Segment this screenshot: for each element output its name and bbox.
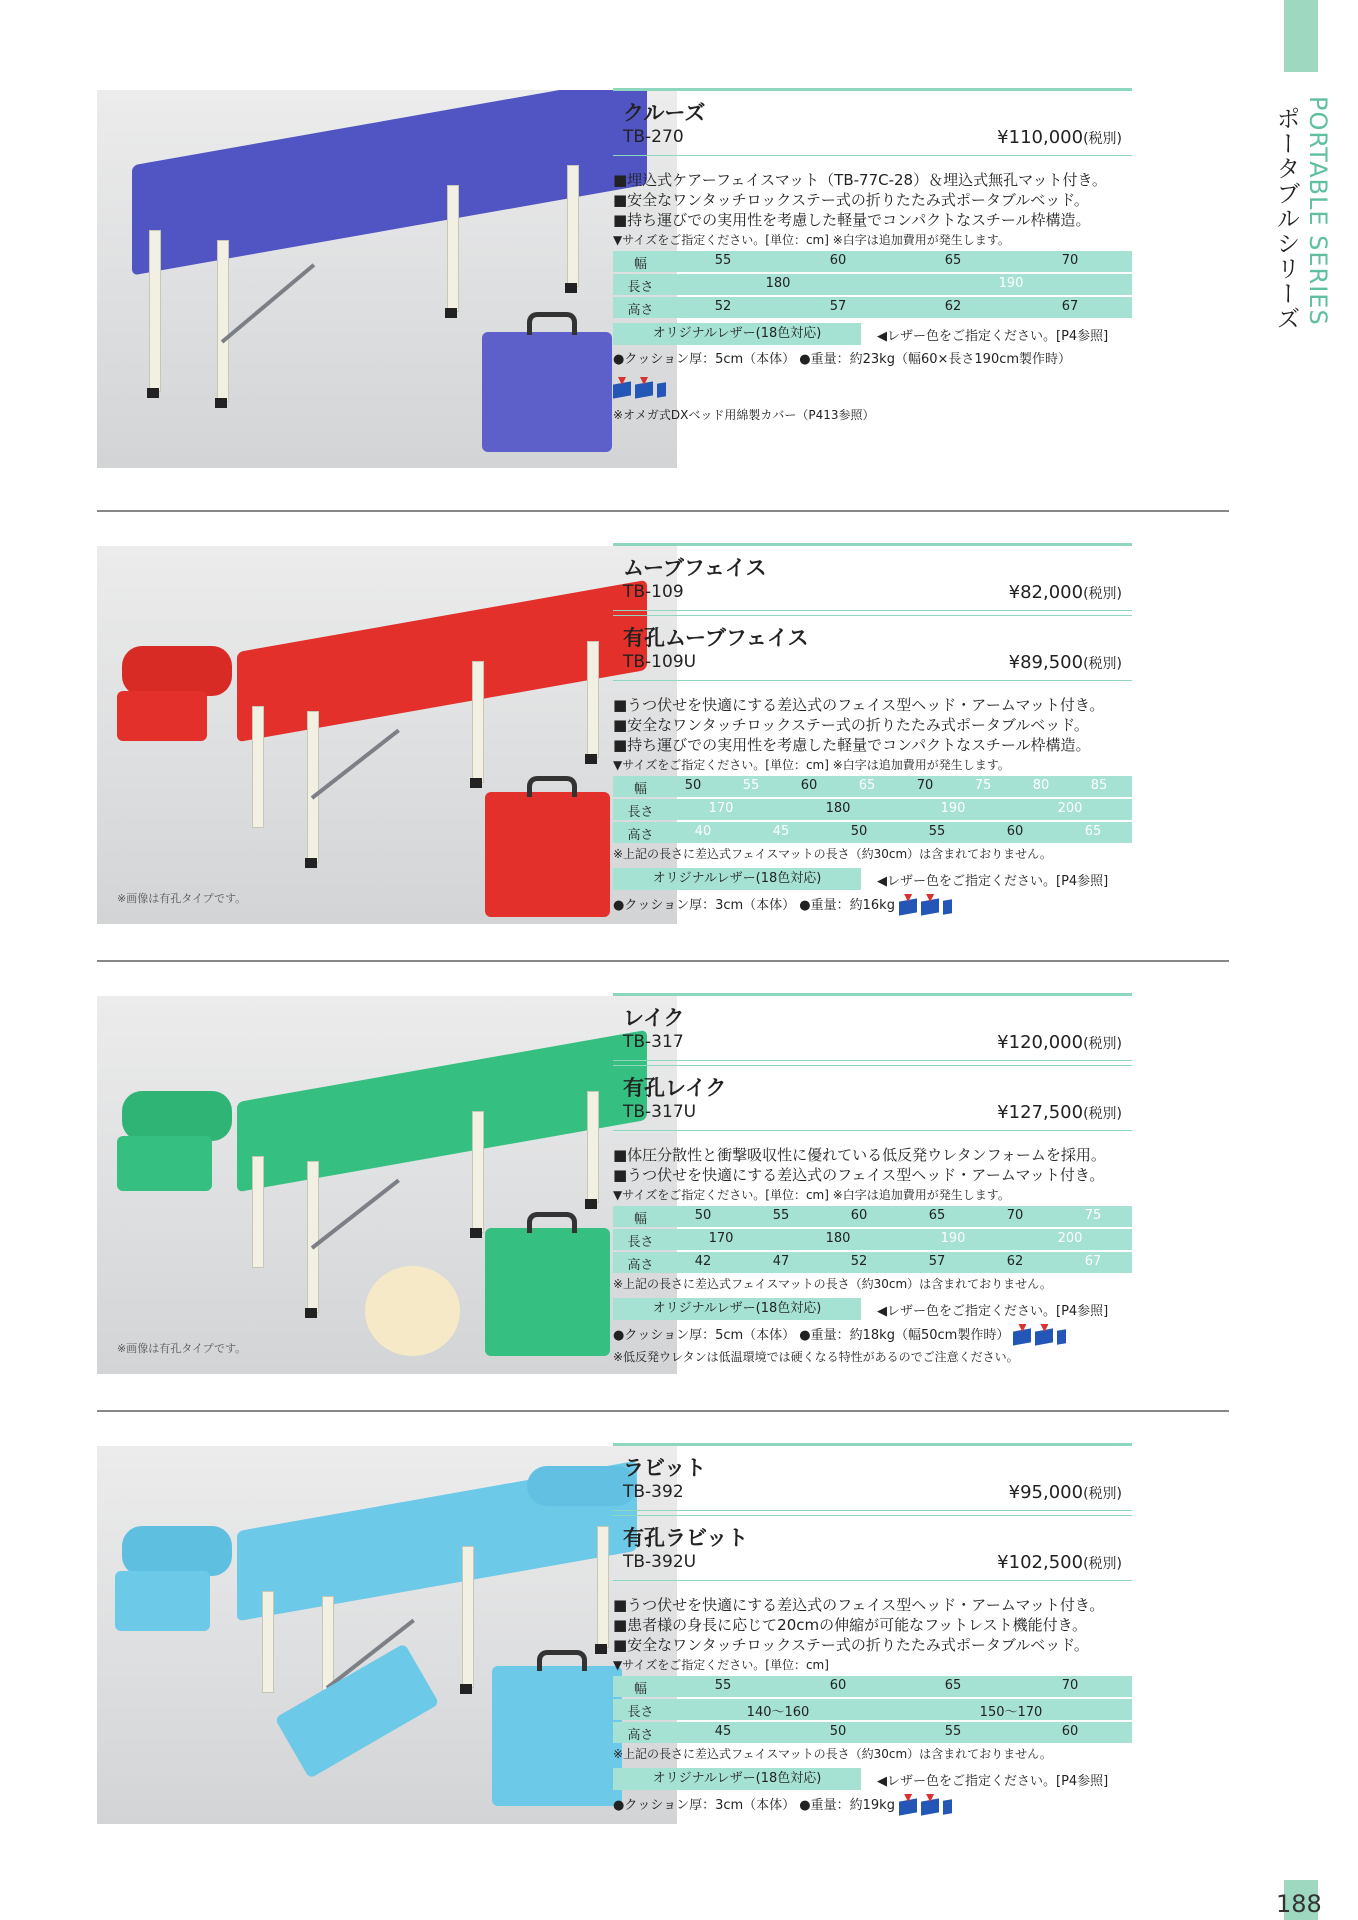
product-header: [613, 615, 1132, 681]
product-code: TB-109U: [623, 652, 697, 672]
spec-line: ●クッション厚：5cm（本体） ●重量：約18kg（幅50cm製作時）: [613, 1324, 1132, 1347]
section-divider: [97, 960, 1229, 962]
side-color-bar: [1284, 0, 1318, 72]
size-instruction: ▼サイズをご指定ください。[単位：cm] ※白字は追加費用が発生します。: [613, 233, 1010, 247]
feature-item: ■持ち運びでの実用性を考慮した軽量でコンパクトなスチール枠構造。: [613, 736, 1091, 754]
product-code: TB-270: [623, 127, 684, 147]
foam-sample: [365, 1266, 460, 1356]
product-header: [613, 1065, 1132, 1131]
width-row: 幅 50 55 60 65 70 75: [613, 1205, 1132, 1228]
length-row: 長さ 170 180 190 200: [613, 1228, 1132, 1251]
length-row: 長さ 140〜160 150〜170: [613, 1698, 1132, 1721]
width-row: 幅 50 55 60 65 70 75 80 85: [613, 775, 1132, 798]
feature-list: [613, 1595, 1132, 1655]
product-name: ムーブフェイス: [623, 556, 767, 580]
product-header: [613, 1443, 1132, 1511]
folded-case: [485, 792, 610, 917]
length-row: 長さ 170 180 190 200: [613, 798, 1132, 821]
cushion-icon: [899, 894, 919, 916]
leather-option: オリジナルレザー(18色対応) ◀レザー色をご指定ください。[P4参照]: [613, 1768, 1132, 1792]
product-info-lake: [613, 993, 1132, 1367]
cushion-icon: [943, 1794, 963, 1816]
cushion-icon: [657, 377, 677, 399]
section-divider: [97, 1410, 1229, 1412]
cushion-icon: [921, 894, 941, 916]
case-handle: [527, 776, 577, 797]
spec-line: ●クッション厚：3cm（本体） ●重量：約16kg: [613, 894, 1132, 917]
case-handle: [527, 312, 577, 335]
face-mat-note: ※上記の長さに差込式フェイスマットの長さ（約30cm）は含まれておりません。: [613, 847, 1052, 861]
product-info-rabbit: [613, 1443, 1132, 1817]
extra-note: ※オメガ式DXベッド用綿製カバー（P413参照）: [613, 408, 875, 422]
product-photo-moveface: [97, 546, 677, 924]
product-name: レイク: [623, 1006, 685, 1030]
product-price: ¥102,500(税別): [997, 1552, 1122, 1573]
folded-case: [482, 332, 612, 452]
product-price: ¥110,000(税別): [997, 127, 1122, 148]
feature-item: ■持ち運びでの実用性を考慮した軽量でコンパクトなスチール枠構造。: [613, 211, 1091, 229]
spec-line: ●クッション厚：5cm（本体） ●重量：約23kg（幅60×長さ190cm製作時）: [613, 352, 1072, 367]
width-row: 幅 55 60 65 70: [613, 1675, 1132, 1698]
cushion-icon: [899, 1794, 919, 1816]
product-photo-cruise: [97, 90, 677, 468]
folded-case: [485, 1228, 610, 1356]
product-name: 有孔レイク: [623, 1076, 727, 1100]
cushion-icon: [921, 1794, 941, 1816]
width-row: 幅 55 60 65 70: [613, 250, 1132, 273]
feature-item: ■安全なワンタッチロックステー式の折りたたみ式ポータブルベッド。: [613, 716, 1089, 734]
spec-line: ●クッション厚：3cm（本体） ●重量：約19kg: [613, 1794, 1132, 1817]
feature-icons: [899, 894, 965, 917]
product-price: ¥82,000(税別): [1008, 582, 1122, 603]
feature-list: [613, 1145, 1132, 1185]
product-code: TB-109: [623, 582, 684, 602]
cushion-icon: [1057, 1324, 1077, 1346]
height-row: 高さ 40 45 50 55 60 65: [613, 821, 1132, 844]
series-title-en: PORTABLE SERIES: [1304, 96, 1332, 326]
case-handle: [527, 1212, 577, 1233]
feature-list: [613, 170, 1132, 230]
product-name: ラビット: [623, 1456, 707, 1480]
feature-icons: [899, 1794, 965, 1817]
product-header: [613, 993, 1132, 1061]
cushion-icon: [613, 377, 633, 399]
extra-note: ※低反発ウレタンは低温環境では硬くなる特性があるのでご注意ください。: [613, 1349, 1019, 1364]
feature-item: ■うつ伏せを快適にする差込式のフェイス型ヘッド・アームマット付き。: [613, 1596, 1105, 1614]
product-name: 有孔ラビット: [623, 1526, 749, 1550]
product-info-moveface: [613, 543, 1132, 917]
product-header: [613, 1515, 1132, 1581]
feature-item: ■安全なワンタッチロックステー式の折りたたみ式ポータブルベッド。: [613, 191, 1089, 209]
leather-option: オリジナルレザー(18色対応) ◀レザー色をご指定ください。[P4参照]: [613, 868, 1132, 892]
height-row: 高さ 42 47 52 57 62 67: [613, 1251, 1132, 1274]
case-handle: [537, 1650, 587, 1671]
size-instruction: ▼サイズをご指定ください。[単位：cm] ※白字は追加費用が発生します。: [613, 758, 1010, 772]
face-mat-note: ※上記の長さに差込式フェイスマットの長さ（約30cm）は含まれておりません。: [613, 1747, 1052, 1761]
product-info-cruise: [613, 88, 1132, 425]
series-title: [1272, 96, 1332, 556]
height-row: 高さ 45 50 55 60: [613, 1721, 1132, 1744]
feature-icons: [613, 377, 1132, 399]
feature-item: ■体圧分散性と衝撃吸収性に優れている低反発ウレタンフォームを採用。: [613, 1146, 1106, 1164]
series-title-jp: ポータブルシリーズ: [1272, 106, 1300, 331]
length-row: 長さ 180 190: [613, 273, 1132, 296]
feature-item: ■うつ伏せを快適にする差込式のフェイス型ヘッド・アームマット付き。: [613, 696, 1105, 714]
feature-icons: [1013, 1324, 1079, 1347]
feature-item: ■安全なワンタッチロックステー式の折りたたみ式ポータブルベッド。: [613, 1636, 1089, 1654]
product-code: TB-392U: [623, 1552, 697, 1572]
leather-option: オリジナルレザー(18色対応) ◀レザー色をご指定ください。[P4参照]: [613, 323, 1132, 347]
section-divider: [97, 510, 1229, 512]
product-photo-rabbit: [97, 1446, 677, 1824]
feature-item: ■埋込式ケアーフェイスマット（TB-77C-28）＆埋込式無孔マット付き。: [613, 171, 1107, 189]
size-instruction: ▼サイズをご指定ください。[単位：cm] ※白字は追加費用が発生します。: [613, 1188, 1010, 1202]
page-number: 188: [1276, 1890, 1322, 1918]
product-photo-lake: [97, 996, 677, 1374]
product-price: ¥127,500(税別): [997, 1102, 1122, 1123]
product-code: TB-317: [623, 1032, 684, 1052]
product-code: TB-317U: [623, 1102, 697, 1122]
photo-note: ※画像は有孔タイプです。: [117, 892, 247, 905]
product-name: クルーズ: [623, 101, 706, 125]
product-header: [613, 543, 1132, 611]
folded-case: [492, 1666, 622, 1806]
product-price: ¥89,500(税別): [1008, 652, 1122, 673]
face-mat-note: ※上記の長さに差込式フェイスマットの長さ（約30cm）は含まれておりません。: [613, 1277, 1052, 1291]
height-row: 高さ 52 57 62 67: [613, 296, 1132, 319]
cushion-icon: [635, 377, 655, 399]
size-instruction: ▼サイズをご指定ください。[単位：cm]: [613, 1658, 829, 1672]
feature-item: ■うつ伏せを快適にする差込式のフェイス型ヘッド・アームマット付き。: [613, 1166, 1105, 1184]
feature-item: ■患者様の身長に応じて20cmの伸縮が可能なフットレスト機能付き。: [613, 1616, 1088, 1634]
cushion-icon: [1013, 1324, 1033, 1346]
product-name: 有孔ムーブフェイス: [623, 626, 809, 650]
product-price: ¥120,000(税別): [997, 1032, 1122, 1053]
product-price: ¥95,000(税別): [1008, 1482, 1122, 1503]
product-header: [613, 88, 1132, 156]
feature-list: [613, 695, 1132, 755]
product-code: TB-392: [623, 1482, 684, 1502]
leather-option: オリジナルレザー(18色対応) ◀レザー色をご指定ください。[P4参照]: [613, 1298, 1132, 1322]
cushion-icon: [943, 894, 963, 916]
cushion-icon: [1035, 1324, 1055, 1346]
photo-note: ※画像は有孔タイプです。: [117, 1342, 247, 1355]
